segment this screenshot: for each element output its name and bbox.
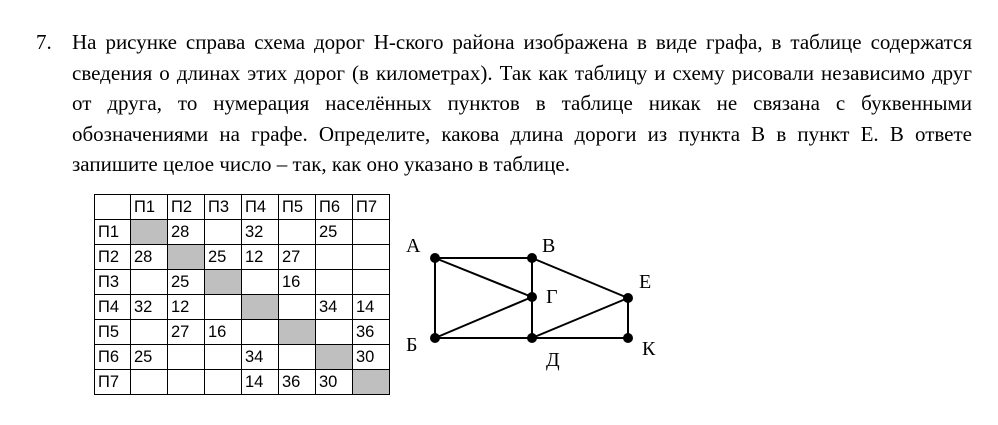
table-cell: 25 xyxy=(316,220,353,245)
col-header: П1 xyxy=(131,195,168,220)
row-header: П6 xyxy=(95,345,131,370)
col-header: П6 xyxy=(316,195,353,220)
table-cell xyxy=(316,245,353,270)
table-cell: 28 xyxy=(131,245,168,270)
table-cell xyxy=(168,245,205,270)
table-cell: 30 xyxy=(353,345,390,370)
col-header: П7 xyxy=(353,195,390,220)
table-cell: 27 xyxy=(168,320,205,345)
table-row xyxy=(95,245,390,270)
table-cell: 36 xyxy=(353,320,390,345)
table-cell: 32 xyxy=(131,295,168,320)
vertex-label-v: В xyxy=(542,235,556,257)
table-cell: 25 xyxy=(205,245,242,270)
vertex-g xyxy=(527,292,537,302)
vertex-label-k: К xyxy=(642,338,656,360)
road-graph xyxy=(395,225,685,385)
vertex-a xyxy=(430,253,440,263)
table-cell xyxy=(353,220,390,245)
table-row xyxy=(95,295,390,320)
table-cell: 12 xyxy=(242,245,279,270)
table-cell xyxy=(205,295,242,320)
edge-a-g xyxy=(435,258,532,297)
edge-b-g xyxy=(435,297,532,338)
table-cell xyxy=(168,370,205,395)
table-cell xyxy=(316,320,353,345)
table-cell xyxy=(242,295,279,320)
vertex-k xyxy=(623,333,633,343)
table-cell xyxy=(131,370,168,395)
table-cell: 12 xyxy=(168,295,205,320)
row-header: П1 xyxy=(95,220,131,245)
table-cell xyxy=(279,345,316,370)
table-cell: 14 xyxy=(353,295,390,320)
table-cell xyxy=(316,270,353,295)
table-corner-cell xyxy=(95,195,131,220)
table-cell xyxy=(131,320,168,345)
col-header: П3 xyxy=(205,195,242,220)
vertex-v xyxy=(527,253,537,263)
table-cell xyxy=(353,245,390,270)
table-cell xyxy=(353,270,390,295)
table-cell: 14 xyxy=(242,370,279,395)
table-row xyxy=(95,370,390,395)
table-cell: 32 xyxy=(242,220,279,245)
table-cell xyxy=(205,345,242,370)
col-header: П5 xyxy=(279,195,316,220)
row-header: П3 xyxy=(95,270,131,295)
vertex-label-e: Е xyxy=(639,271,652,293)
vertex-d xyxy=(527,333,537,343)
table-cell: 28 xyxy=(168,220,205,245)
row-header: П2 xyxy=(95,245,131,270)
distance-table xyxy=(94,194,390,395)
vertex-label-b: Б xyxy=(406,334,418,356)
row-header: П4 xyxy=(95,295,131,320)
table-cell xyxy=(205,370,242,395)
col-header: П4 xyxy=(242,195,279,220)
table-cell xyxy=(205,270,242,295)
table-cell xyxy=(316,345,353,370)
vertex-label-a: А xyxy=(406,235,421,257)
table-cell xyxy=(242,270,279,295)
table-cell: 25 xyxy=(131,345,168,370)
table-row xyxy=(95,345,390,370)
vertex-e xyxy=(623,293,633,303)
table-cell: 16 xyxy=(279,270,316,295)
table-cell xyxy=(242,320,279,345)
vertex-b xyxy=(430,333,440,343)
table-header-row xyxy=(95,195,390,220)
task-number: 7. xyxy=(36,30,52,54)
row-header: П5 xyxy=(95,320,131,345)
table-cell: 34 xyxy=(242,345,279,370)
vertex-label-g: Г xyxy=(546,286,558,308)
col-header: П2 xyxy=(168,195,205,220)
table-row xyxy=(95,220,390,245)
table-cell xyxy=(131,220,168,245)
table-cell: 27 xyxy=(279,245,316,270)
table-cell: 16 xyxy=(205,320,242,345)
table-cell xyxy=(279,320,316,345)
vertex-label-d: Д xyxy=(546,349,560,371)
row-header: П7 xyxy=(95,370,131,395)
table-cell xyxy=(279,220,316,245)
table-cell: 25 xyxy=(168,270,205,295)
table-row xyxy=(95,320,390,345)
table-cell xyxy=(279,295,316,320)
table-cell xyxy=(131,270,168,295)
table-row xyxy=(95,270,390,295)
table-cell: 36 xyxy=(279,370,316,395)
table-cell: 30 xyxy=(316,370,353,395)
table-cell: 34 xyxy=(316,295,353,320)
task-text: На рисунке справа схема дорог Н-ского района изображена в виде графа, в таблице содержатся сведения о длинах этих дорог (в километрах). Так как таблицу и схему рисовали независимо друг от друга, то нумерация населённых пунктов в таблице никак не связана с буквенными обозначениями на графе. Определите, какова длина дороги из пункта В в пункт Е. В ответе запишите целое число – так, как оно указано в таблице. xyxy=(72,30,972,176)
table-cell xyxy=(205,220,242,245)
table-cell xyxy=(168,345,205,370)
table-cell xyxy=(353,370,390,395)
